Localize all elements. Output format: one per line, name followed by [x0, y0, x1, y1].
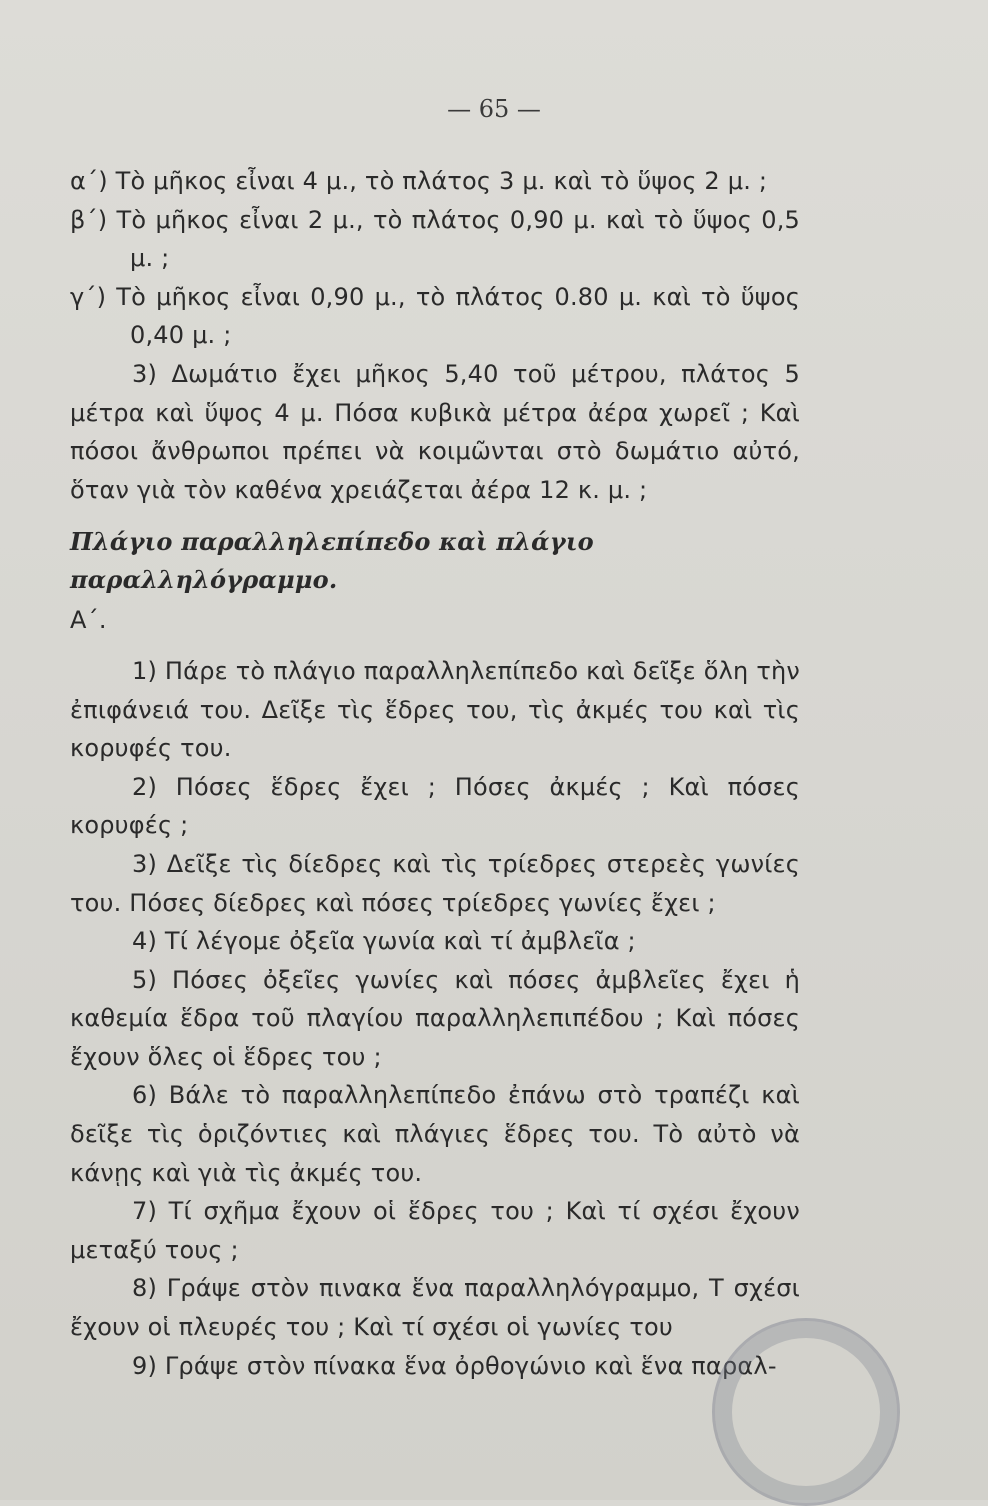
exercise-line-c: γ΄) Τὸ μῆκος εἶναι 0,90 μ., τὸ πλάτος 0.80 μ. καὶ τὸ ὕψος 0,40 μ. ;	[70, 282, 800, 350]
question-2: 2) Πόσες ἕδρες ἔχει ; Πόσες ἀκμές ; Καὶ πόσες κορυφές ;	[70, 772, 800, 840]
question-5: 5) Πόσες ὀξεῖες γωνίες καὶ πόσες ἀμβλεῖες ἔχει ἡ καθεμία ἕδρα τοῦ πλαγίου παραλληλεπιπέδου ; Καὶ πόσες ἔχουν ὅλες οἱ ἕδρες του ;	[70, 965, 800, 1071]
exercise-line-b: β΄) Τὸ μῆκος εἶναι 2 μ., τὸ πλάτος 0,90 μ. καὶ τὸ ὕψος 0,5 μ. ;	[70, 205, 800, 273]
exercise-line-a: α΄) Τὸ μῆκος εἶναι 4 μ., τὸ πλάτος 3 μ. καὶ τὸ ὕψος 2 μ. ;	[70, 167, 768, 195]
question-3: 3) Δεῖξε τὶς δίεδρες καὶ τὶς τρίεδρες στερεὲς γωνίες του. Πόσες δίεδρες καὶ πόσες τρίεδρες γωνίες ἔχει ;	[70, 849, 800, 917]
question-1: 1) Πάρε τὸ πλάγιο παραλληλεπίπεδο καὶ δεῖξε ὅλη τὴν ἐπιφάνειά του. Δεῖξε τὶς ἕδρες του, τὶς ἀκμές του καὶ τὶς κορυφές του.	[70, 656, 800, 763]
question-4: 4) Τί λέγομε ὀξεῖα γωνία καὶ τί ἀμβλεῖα ;	[132, 927, 636, 956]
question-7: 7) Τί σχῆμα ἔχουν οἱ ἕδρες του ; Καὶ τί σχέσι ἔχουν μεταξύ τους ;	[70, 1197, 800, 1264]
question-8: 8) Γράψε στὸν πινακα ἕνα παραλληλόγραμμο, Τ σχέσι ἔχουν οἱ πλευρές του ; Καὶ τί σχέσι οἱ γωνίες του	[70, 1274, 800, 1342]
exercise-3: 3) Δωμάτιο ἔχει μῆκος 5,40 τοῦ μέτρου, πλάτος 5 μέτρα καὶ ὕψος 4 μ. Πόσα κυβικὰ μέτρα ἀέρα χωρεῖ ; Καὶ πόσοι ἄνθρωποι πρέπει νὰ κοιμῶνται στὸ δωμάτιο αὐτό, ὅταν γιὰ τὸν καθένα χρειάζεται ἀέρα 12 κ. μ. ;	[70, 359, 800, 504]
question-9: 9) Γράψε στὸν πίνακα ἕνα ὀρθογώνιο καὶ ἕνα παραλ-	[132, 1351, 777, 1380]
page-body	[70, 162, 800, 1385]
question-6: 6) Βάλε τὸ παραλληλεπίπεδο ἐπάνω στὸ τραπέζι καὶ δεῖξε τὶς ὁριζόντιες καὶ πλάγιες ἕδρες του. Τὸ αὐτὸ νὰ κάνῃς καὶ γιὰ τὶς ἀκμές του.	[70, 1081, 800, 1187]
section-title-continued: παραλληλόγραμμο.	[70, 565, 338, 595]
page-number: — 65 —	[447, 95, 541, 123]
section-subtitle: Α΄.	[70, 606, 107, 635]
section-title: Πλάγιο παραλληλεπίπεδο καὶ πλάγιο	[70, 527, 594, 557]
library-stamp	[712, 1318, 900, 1506]
